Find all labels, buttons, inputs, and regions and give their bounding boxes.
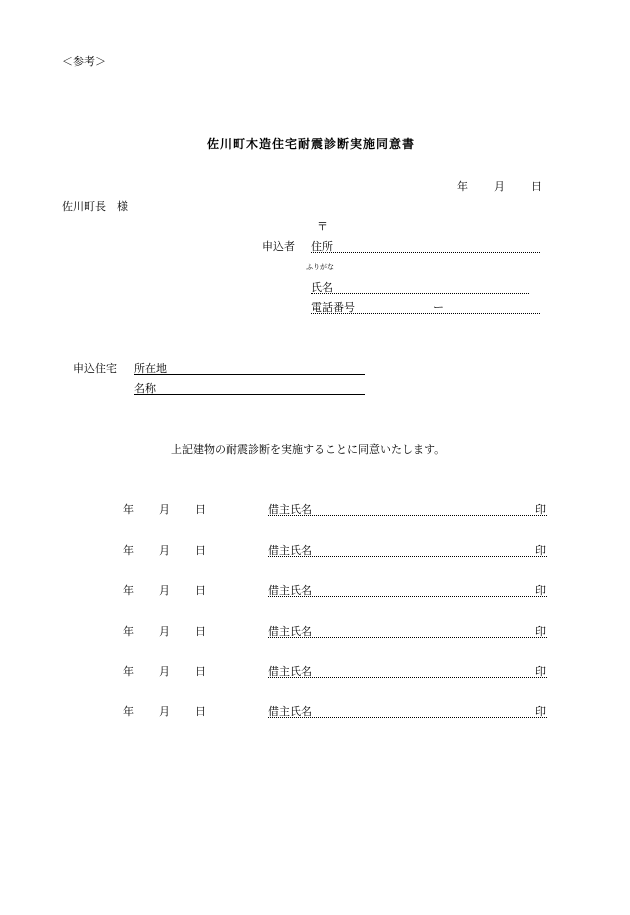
seal-label: 印 [535, 625, 546, 638]
furigana-label: ふりがな [306, 263, 334, 271]
sig-month-label: 月 [159, 665, 170, 678]
tenant-name-field[interactable] [268, 717, 547, 718]
house-name-label: 名称 [134, 382, 156, 395]
sig-year-label: 年 [123, 665, 134, 678]
phone-field[interactable] [311, 313, 540, 314]
tenant-name-label: 借主氏名 [268, 503, 312, 516]
sig-month-label: 月 [159, 705, 170, 718]
signature-row [0, 626, 630, 642]
tenant-name-field[interactable] [268, 556, 547, 557]
addressee: 佐川町長 様 [62, 200, 128, 213]
tenant-name-field[interactable] [268, 637, 547, 638]
location-label: 所在地 [134, 362, 167, 375]
signature-row [0, 666, 630, 682]
applicant-label: 申込者 [262, 240, 295, 253]
name-field[interactable] [311, 293, 529, 294]
tenant-name-label: 借主氏名 [268, 705, 312, 718]
location-field[interactable] [134, 374, 365, 375]
consent-text: 上記建物の耐震診断を実施することに同意いたします。 [171, 443, 446, 456]
tenant-name-field[interactable] [268, 677, 547, 678]
sig-year-label: 年 [123, 705, 134, 718]
sig-day-label: 日 [195, 665, 206, 678]
tenant-name-label: 借主氏名 [268, 665, 312, 678]
seal-label: 印 [535, 584, 546, 597]
tenant-name-field[interactable] [268, 596, 547, 597]
sig-month-label: 月 [159, 503, 170, 516]
date-month-label: 月 [494, 180, 505, 193]
seal-label: 印 [535, 503, 546, 516]
tenant-name-field[interactable] [268, 515, 547, 516]
date-day-label: 日 [531, 180, 542, 193]
date-year-label: 年 [457, 180, 468, 193]
sig-month-label: 月 [159, 625, 170, 638]
tenant-name-label: 借主氏名 [268, 544, 312, 557]
house-name-field[interactable] [134, 394, 365, 395]
postal-mark: 〒 [317, 220, 328, 233]
document-title: 佐川町木造住宅耐震診断実施同意書 [207, 137, 416, 151]
phone-label: 電話番号 [311, 301, 355, 314]
sig-day-label: 日 [195, 625, 206, 638]
signature-row [0, 706, 630, 722]
sig-month-label: 月 [159, 544, 170, 557]
sig-year-label: 年 [123, 544, 134, 557]
tenant-name-label: 借主氏名 [268, 625, 312, 638]
sig-day-label: 日 [195, 544, 206, 557]
sig-day-label: 日 [195, 705, 206, 718]
address-field[interactable] [311, 252, 540, 253]
house-label: 申込住宅 [73, 362, 117, 375]
signature-row [0, 504, 630, 520]
phone-dash: ー [433, 301, 444, 314]
sig-day-label: 日 [195, 503, 206, 516]
sig-year-label: 年 [123, 625, 134, 638]
sig-year-label: 年 [123, 584, 134, 597]
name-label: 氏名 [311, 281, 333, 294]
seal-label: 印 [535, 544, 546, 557]
signature-row [0, 585, 630, 601]
sig-day-label: 日 [195, 584, 206, 597]
tenant-name-label: 借主氏名 [268, 584, 312, 597]
address-label: 住所 [311, 240, 333, 253]
seal-label: 印 [535, 665, 546, 678]
sig-year-label: 年 [123, 503, 134, 516]
signature-row [0, 545, 630, 561]
sig-month-label: 月 [159, 584, 170, 597]
seal-label: 印 [535, 705, 546, 718]
reference-label: ＜参考＞ [62, 55, 106, 68]
